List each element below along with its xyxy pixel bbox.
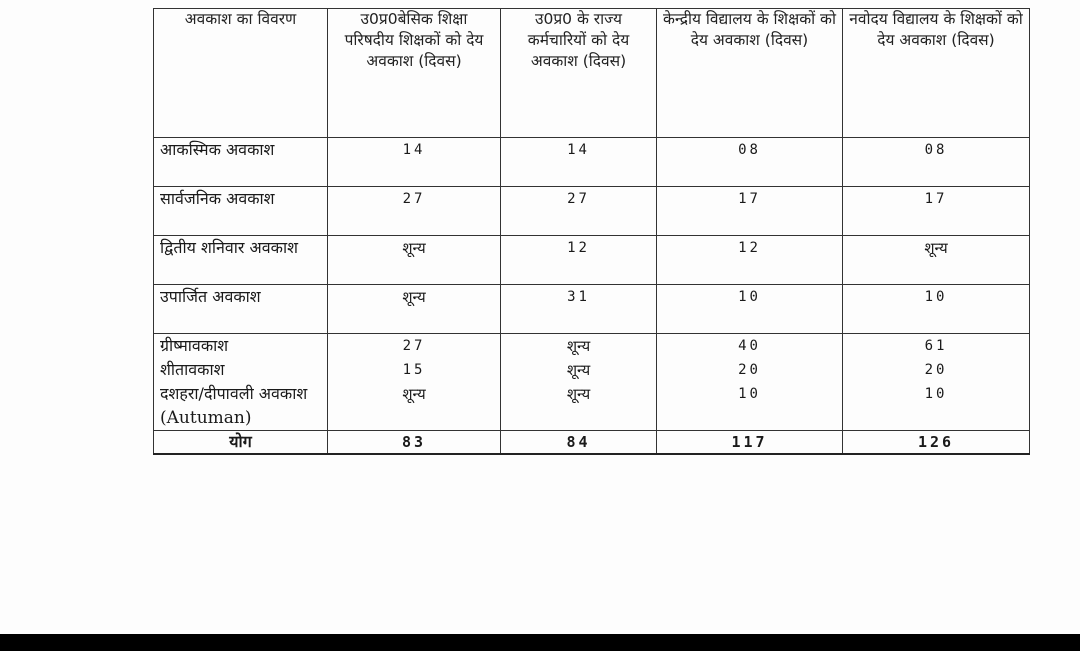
value-cell: 20 (657, 358, 843, 382)
value-cell: 40 (657, 334, 843, 359)
value-cell: 20 (843, 358, 1030, 382)
value-cell: शून्य (501, 358, 657, 382)
value-cell: 27 (328, 187, 501, 236)
leave-name-english: (Autuman) (160, 408, 252, 428)
value-cell: 10 (843, 285, 1030, 334)
leave-name: द्वितीय शनिवार अवकाश (154, 236, 328, 285)
leave-name (154, 382, 328, 431)
value-cell: 61 (843, 334, 1030, 359)
header-kv-teachers: केन्द्रीय विद्यालय के शिक्षकों को देय अवकाश (दिवस) (657, 9, 843, 138)
value-cell: 10 (657, 285, 843, 334)
leave-name: ग्रीष्मावकाश (154, 334, 328, 359)
header-leave-type: अवकाश का विवरण (154, 9, 328, 138)
leave-name: आकस्मिक अवकाश (154, 138, 328, 187)
header-state-employees: उ0प्र0 के राज्य कर्मचारियों को देय अवकाश (दिवस) (501, 9, 657, 138)
value-cell: शून्य (328, 285, 501, 334)
leave-name: शीतावकाश (154, 358, 328, 382)
value-cell: 08 (657, 138, 843, 187)
value-cell: शून्य (501, 334, 657, 359)
table-row (154, 358, 1030, 382)
value-cell: 08 (843, 138, 1030, 187)
header-navodaya-teachers: नवोदय विद्यालय के शिक्षकों को देय अवकाश (दिवस) (843, 9, 1030, 138)
value-cell: शून्य (328, 236, 501, 285)
total-row (154, 431, 1030, 455)
value-cell: शून्य (843, 236, 1030, 285)
leave-name: सार्वजनिक अवकाश (154, 187, 328, 236)
total-value: 117 (657, 431, 843, 455)
value-cell: 27 (328, 334, 501, 359)
table-row (154, 382, 1030, 431)
total-value: 126 (843, 431, 1030, 455)
total-value: 84 (501, 431, 657, 455)
table-row (154, 285, 1030, 334)
value-cell: 12 (657, 236, 843, 285)
value-cell: 12 (501, 236, 657, 285)
value-cell: शून्य (501, 382, 657, 431)
value-cell: 10 (657, 382, 843, 431)
header-row (154, 9, 1030, 138)
value-cell: 31 (501, 285, 657, 334)
table-row (154, 334, 1030, 359)
value-cell: 17 (843, 187, 1030, 236)
value-cell: शून्य (328, 382, 501, 431)
value-cell: 14 (501, 138, 657, 187)
table-row (154, 138, 1030, 187)
total-value: 83 (328, 431, 501, 455)
value-cell: 14 (328, 138, 501, 187)
header-basic-teachers: उ0प्र0बेसिक शिक्षा परिषदीय शिक्षकों को देय अवकाश (दिवस) (328, 9, 501, 138)
value-cell: 27 (501, 187, 657, 236)
leave-name-hindi: दशहरा/दीपावली अवकाश (160, 384, 308, 403)
leave-name: उपार्जित अवकाश (154, 285, 328, 334)
leave-comparison-table (153, 8, 1030, 455)
total-label: योग (154, 431, 328, 455)
table-row (154, 187, 1030, 236)
table-row (154, 236, 1030, 285)
value-cell: 17 (657, 187, 843, 236)
value-cell: 10 (843, 382, 1030, 431)
bottom-black-bar (0, 634, 1080, 651)
value-cell: 15 (328, 358, 501, 382)
